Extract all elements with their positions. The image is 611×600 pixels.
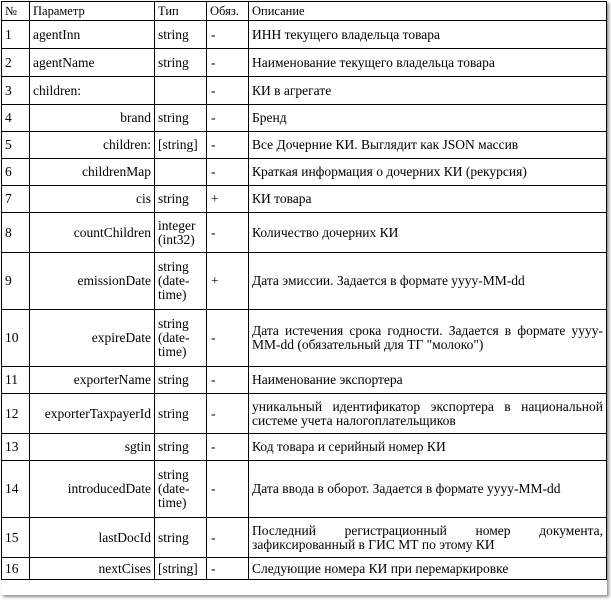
row-required: - [207, 49, 249, 77]
row-num: 8 [2, 213, 30, 253]
row-required: - [207, 394, 249, 434]
table-row [2, 213, 607, 253]
table-row [2, 159, 607, 186]
header-param: Параметр [30, 2, 155, 21]
row-description: ИНН текущего владельца товара [249, 21, 607, 49]
row-description: Последний регистрационный номер документа, зафиксированный в ГИС МТ по этому КИ [249, 518, 607, 558]
row-num: 3 [2, 77, 30, 105]
row-num: 15 [2, 518, 30, 558]
row-required: - [207, 461, 249, 518]
table-row [2, 367, 607, 394]
row-type: string [155, 49, 207, 77]
row-type: integer (int32) [155, 213, 207, 253]
table-row [2, 132, 607, 159]
row-num: 12 [2, 394, 30, 434]
row-type [155, 77, 207, 105]
row-required: - [207, 558, 249, 580]
row-type: string [155, 367, 207, 394]
row-type [155, 159, 207, 186]
row-type: string [155, 434, 207, 461]
row-param: exporterTaxpayerId [30, 394, 155, 434]
table-row [2, 186, 607, 213]
row-param: lastDocId [30, 518, 155, 558]
row-description: Количество дочерних КИ [249, 213, 607, 253]
row-description: КИ в агрегате [249, 77, 607, 105]
table-row [2, 105, 607, 132]
row-param: agentName [30, 49, 155, 77]
row-description: Все Дочерние КИ. Выглядит как JSON массив [249, 132, 607, 159]
table-row [2, 49, 607, 77]
row-num: 16 [2, 558, 30, 580]
row-num: 1 [2, 21, 30, 49]
row-param: childrenMap [30, 159, 155, 186]
row-required: + [207, 253, 249, 310]
row-type: string (date-time) [155, 310, 207, 367]
row-param: introducedDate [30, 461, 155, 518]
row-description: Дата эмиссии. Задается в формате yyyy-MM-dd [249, 253, 607, 310]
row-description: Дата истечения срока годности. Задается в формате yyyy-MM-dd (обязательный для ТГ "молоко") [249, 310, 607, 367]
row-param: nextCises [30, 558, 155, 580]
row-description: КИ товара [249, 186, 607, 213]
table-header-row [2, 2, 607, 21]
row-num: 6 [2, 159, 30, 186]
row-required: - [207, 105, 249, 132]
header-num: № [2, 2, 30, 21]
row-type: string [155, 21, 207, 49]
parameters-table [1, 1, 607, 580]
row-required: - [207, 132, 249, 159]
row-type: string [155, 518, 207, 558]
row-type: string (date-time) [155, 461, 207, 518]
row-description: Наименование экспортера [249, 367, 607, 394]
row-required: - [207, 77, 249, 105]
row-param: emissionDate [30, 253, 155, 310]
row-description: Краткая информация о дочерних КИ (рекурсия) [249, 159, 607, 186]
row-num: 5 [2, 132, 30, 159]
row-type: [string] [155, 132, 207, 159]
row-num: 7 [2, 186, 30, 213]
row-required: - [207, 367, 249, 394]
row-required: - [207, 21, 249, 49]
table-row [2, 461, 607, 518]
table-row [2, 558, 607, 580]
table-row [2, 21, 607, 49]
row-num: 14 [2, 461, 30, 518]
row-param: children: [30, 132, 155, 159]
header-description: Описание [249, 2, 607, 21]
table-frame [1, 1, 607, 595]
row-required: - [207, 159, 249, 186]
row-param: countChildren [30, 213, 155, 253]
row-description: Код товара и серийный номер КИ [249, 434, 607, 461]
row-description: Дата ввода в оборот. Задается в формате yyyy-MM-dd [249, 461, 607, 518]
table-row [2, 310, 607, 367]
row-required: - [207, 213, 249, 253]
table-row [2, 77, 607, 105]
row-type: string [155, 394, 207, 434]
row-description: Следующие номера КИ при перемаркировке [249, 558, 607, 580]
row-param: expireDate [30, 310, 155, 367]
row-num: 9 [2, 253, 30, 310]
row-param: sgtin [30, 434, 155, 461]
table-row [2, 518, 607, 558]
table-row [2, 434, 607, 461]
row-param: agentInn [30, 21, 155, 49]
row-num: 2 [2, 49, 30, 77]
row-required: - [207, 310, 249, 367]
row-description: уникальный идентификатор экспортера в национальной системе учета налогоплательщиков [249, 394, 607, 434]
row-description: Бренд [249, 105, 607, 132]
row-param: children: [30, 77, 155, 105]
table-row [2, 253, 607, 310]
row-num: 11 [2, 367, 30, 394]
row-type: string (date-time) [155, 253, 207, 310]
row-param: exporterName [30, 367, 155, 394]
row-type: string [155, 105, 207, 132]
table-row [2, 394, 607, 434]
row-num: 13 [2, 434, 30, 461]
row-type: [string] [155, 558, 207, 580]
row-type: string [155, 186, 207, 213]
row-description: Наименование текущего владельца товара [249, 49, 607, 77]
row-num: 4 [2, 105, 30, 132]
header-required: Обяз. [207, 2, 249, 21]
row-required: + [207, 186, 249, 213]
row-num: 10 [2, 310, 30, 367]
header-type: Тип [155, 2, 207, 21]
row-required: - [207, 434, 249, 461]
row-param: cis [30, 186, 155, 213]
row-param: brand [30, 105, 155, 132]
row-required: - [207, 518, 249, 558]
